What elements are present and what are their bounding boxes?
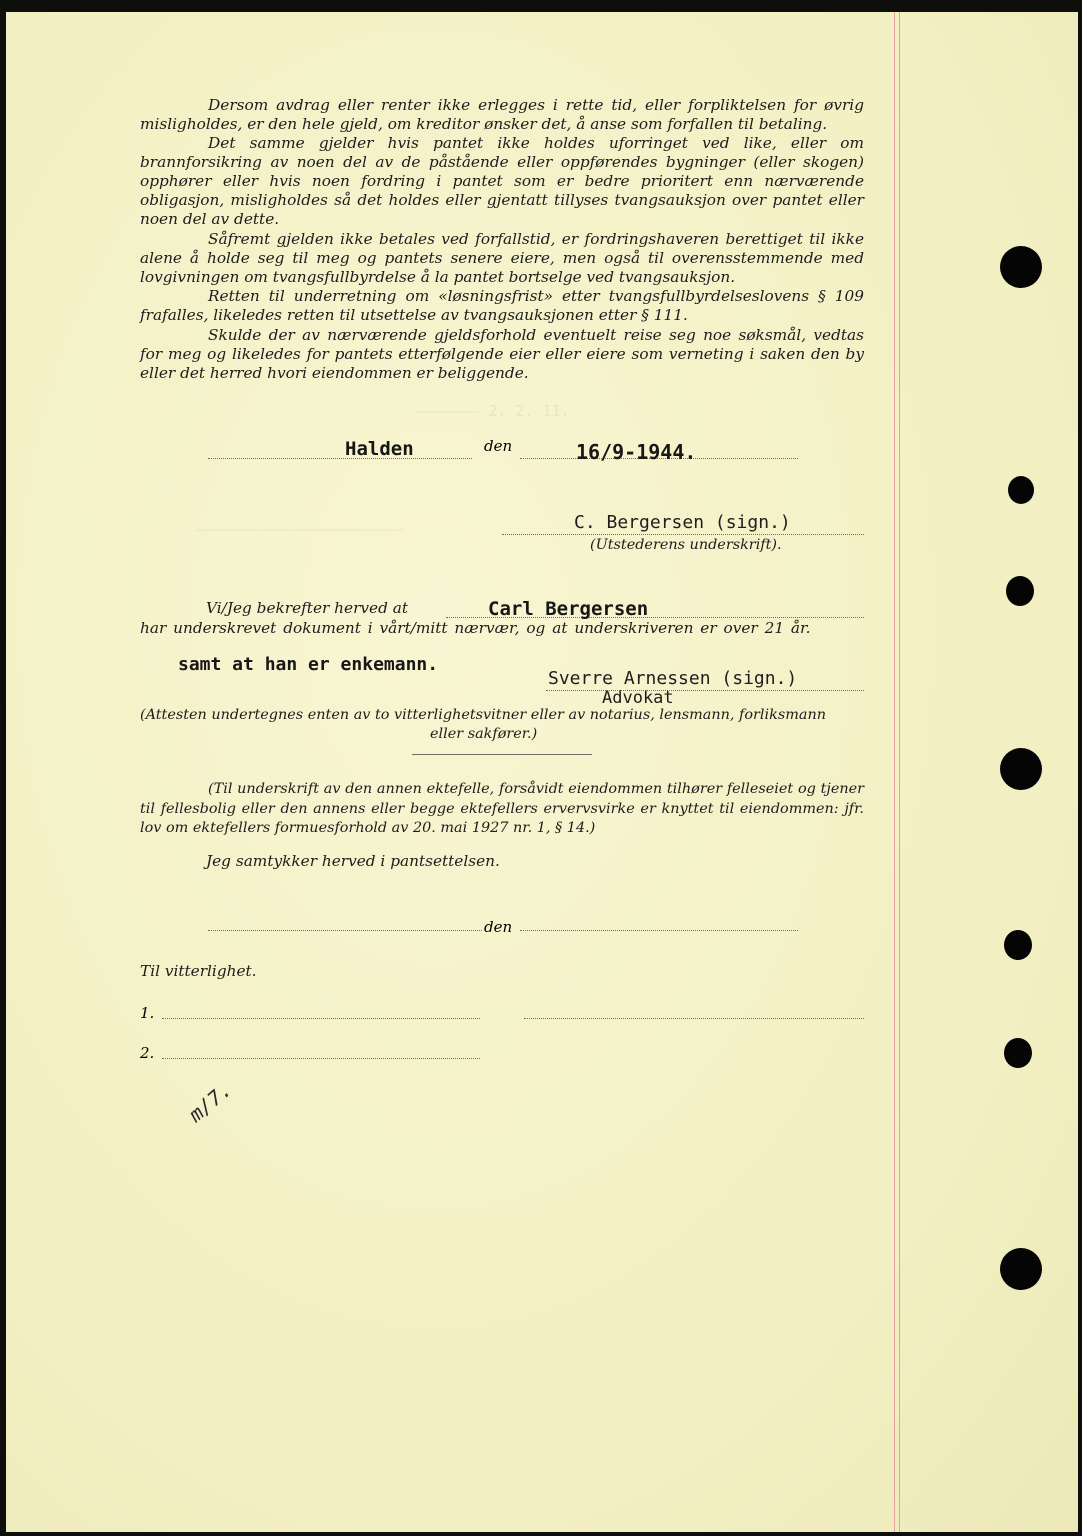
issuer-signature-line xyxy=(502,534,864,535)
witness-signature-line xyxy=(546,690,864,691)
section-divider xyxy=(412,754,592,755)
punch-hole xyxy=(1006,576,1034,606)
attestation-note-line1: (Attesten undertegnes enten av to vitterlighetsvitner eller av notarius, lensmann, forliksmann xyxy=(140,707,826,723)
terms-paragraph-insurance: Det samme gjelder hvis pantet ikke holdes uforringet ved like, eller om brannforsikring av noen del av de påstående eller oppførendes bygninger (eller skogen) opphører eller hvis noen fordring i pantet som er bedre prioritert enn nærværende obligasjon, misligholdes så det holdes eller gjentatt tillyses tvangsauksjon over pantet eller noen del av dette. xyxy=(140,134,864,229)
issuer-signature-caption: (Utstederens underskrift). xyxy=(590,537,782,553)
date-value: 16/9-1944. xyxy=(576,440,697,464)
handwritten-mark: m/7. xyxy=(183,1077,237,1127)
place-value: Halden xyxy=(345,438,414,460)
consent-place-line xyxy=(208,930,482,931)
punch-hole xyxy=(1000,246,1042,288)
witness-heading: Til vitterlighet. xyxy=(140,962,257,980)
place-dotted-line xyxy=(208,458,472,459)
bleed-through-text: ——————————————————————— xyxy=(196,520,404,538)
punch-hole xyxy=(1004,930,1032,960)
witness-1-line-a xyxy=(162,1018,480,1019)
consent-text: Jeg samtykker herved i pantsettelsen. xyxy=(206,852,500,870)
margin-line-left xyxy=(894,12,895,1532)
attestation-intro: Vi/Jeg bekrefter herved at xyxy=(206,599,409,617)
witness-2-line xyxy=(162,1058,480,1059)
margin-line-right xyxy=(899,12,900,1532)
bleed-through-text: ——————— 2. 2. 11. xyxy=(416,402,570,420)
punch-hole xyxy=(1008,476,1034,504)
consent-den-label: den xyxy=(484,918,513,936)
document-page xyxy=(6,12,1078,1532)
attestation-addition: samt at han er enkemann. xyxy=(178,654,439,675)
terms-paragraph-notice: Retten til underretning om «løsningsfrist» etter tvangsfullbyrdelseslovens § 109 frafalles, likeledes retten til utsettelse av tvangsauksjonen etter § 111. xyxy=(140,287,864,325)
attestation-note-line2: eller sakfører.) xyxy=(430,726,538,742)
witness-2-label: 2. xyxy=(140,1044,155,1062)
issuer-signature: C. Bergersen (sign.) xyxy=(574,512,791,533)
attestation-statement: har underskrevet dokument i vårt/mitt nærvær, og at underskriveren er over 21 år. xyxy=(140,619,811,637)
punch-hole xyxy=(1004,1038,1032,1068)
attested-person: Carl Bergersen xyxy=(488,598,649,620)
witness-1-line-b xyxy=(524,1018,864,1019)
witness-signature: Sverre Arnessen (sign.) xyxy=(548,668,798,689)
witness-title: Advokat xyxy=(602,688,674,708)
terms-paragraph-maturity: Såfremt gjelden ikke betales ved forfallstid, er fordringshaveren berettiget til ikke alene å holde seg til meg og pantets senere eiere, men også til overensstemmende med lovgivningen om tvangsfullbyrdelse å la pantet bortselge ved tvangsauksjon. xyxy=(140,230,864,287)
terms-paragraph-default: Dersom avdrag eller renter ikke erlegges i rette tid, eller forpliktelsen for øvrig misligholdes, er den hele gjeld, om kreditor ønsker det, å anse som forfallen til betaling. xyxy=(140,96,864,134)
terms-paragraph-venue: Skulde der av nærværende gjeldsforhold eventuelt reise seg noe søksmål, vedtas for meg og likeledes for pantets etterfølgende eier eller eiere som verneting i saken den by eller det herred hvori eiendommen er beliggende. xyxy=(140,326,864,383)
consent-date-line xyxy=(520,930,798,931)
punch-hole xyxy=(1000,748,1042,790)
den-label: den xyxy=(484,437,513,455)
spouse-note: (Til underskrift av den annen ektefelle, forsåvidt eiendommen tilhører felleseiet og tjener til fellesbolig eller den annens eller begge ektefellers ervervsvirke er knyttet til eiendommen: jfr. lov om ektefellers formuesforhold av 20. mai 1927 nr. 1, § 14.) xyxy=(140,781,864,836)
witness-1-label: 1. xyxy=(140,1004,155,1022)
punch-hole xyxy=(1000,1248,1042,1290)
